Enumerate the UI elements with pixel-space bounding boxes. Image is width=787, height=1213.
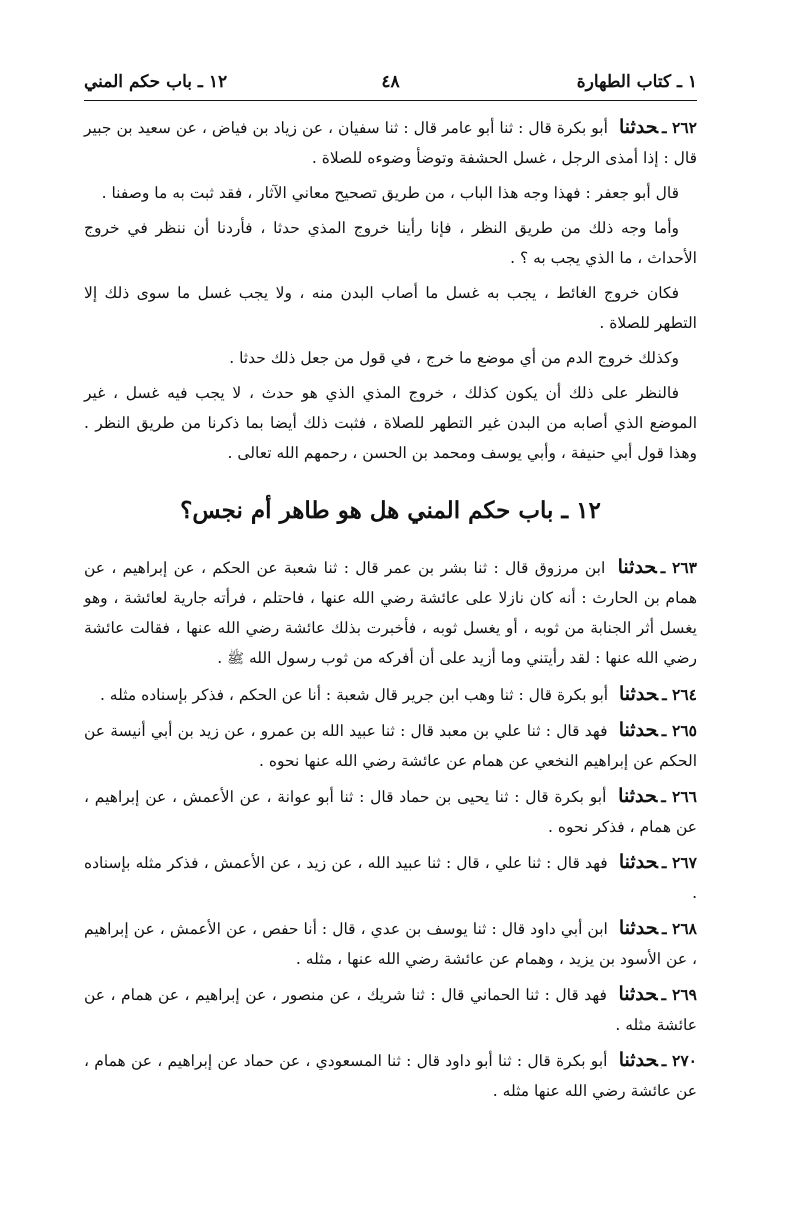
hadith-number: ٢٦٩ ـ bbox=[661, 985, 697, 1004]
hadith-262 bbox=[84, 112, 697, 173]
hadith-number: ٢٦٤ ـ bbox=[662, 685, 697, 704]
hadith-number: ٢٦٥ ـ bbox=[661, 721, 697, 740]
hadith-text: ابن مرزوق قال : ثنا بشر بن عمر قال : ثنا شعبة عن الحكم ، عن إبراهيم ، عن همام بن الحارث : أنه كان نازلا على عائشة رضي الله عنها ، فاحتلم ، فرأته جارية لعائشة ، وهو يغسل أثر الجنابة من ثوبه ، أو يغسل ثوبه ، فأخبرت بذلك عائشة رضي الله عنها ، فقالت عائشة رضي الله عنها : لقد رأيتني وما أزيد على أن أفركه من ثوب رسول الله bbox=[84, 559, 697, 667]
hadith-text: أبو بكرة قال : ثنا يحيى بن حماد قال : ثنا أبو عوانة ، عن الأعمش ، عن إبراهيم ، عن همام ، فذكر نحوه . bbox=[84, 788, 697, 836]
hadith-keyword: حدثنا bbox=[618, 983, 658, 1005]
header-chapter-title: ١٢ ـ باب حكم المني bbox=[84, 72, 228, 92]
hadith-text: أبو بكرة قال : ثنا وهب ابن جرير قال شعبة : أنا عن الحكم ، فذكر بإسناده مثله . bbox=[99, 686, 609, 704]
salutation-glyph: ﷺ bbox=[227, 651, 245, 667]
hadith-keyword: حدثنا bbox=[618, 116, 658, 138]
hadith-text: فهد قال : ثنا علي بن معبد قال : ثنا عبيد الله بن عمرو ، عن زيد بن أبي أنيسة عن الحكم عن إبراهيم النخعي عن همام عن عائشة رضي الله عنها نحوه . bbox=[84, 722, 697, 770]
hadith-number: ٢٦٨ ـ bbox=[661, 919, 698, 938]
hadith-text: أبو بكرة قال : ثنا أبو عامر قال : ثنا سفيان ، عن زياد بن فياض ، عن سعيد بن جبير قال : إذا أمذى الرجل ، غسل الحشفة وتوضأ وضوءه للصلاة . bbox=[84, 119, 697, 167]
running-header bbox=[84, 66, 697, 101]
discussion-paragraph: فالنظر على ذلك أن يكون كذلك ، خروج المذي الذي هو حدث ، لا يجب فيه غسل ، غير الموضع الذي أصابه من البدن غير التطهر للصلاة ، فثبت ذلك أيضا بما ذكرنا من طريق النظر . وهذا قول أبي حنيفة ، وأبي يوسف ومحمد بن الحسن ، رحمهم الله تعالى . bbox=[84, 384, 697, 462]
hadith-263: ٢٦٣ ـحدثنا ابن مرزوق قال : ثنا بشر بن عمر قال : ثنا شعبة عن الحكم ، عن إبراهيم ، عن همام بن الحارث : أنه كان نازلا على عائشة رضي الله عنها ، فاحتلم ، فرأته جارية لعائشة ، وهو يغسل أثر الجنابة من ثوبه ، أو يغسل ثوبه ، فأخبرت بذلك عائشة رضي الله عنها ، فقالت عائشة رضي الله عنها : لقد رأيتني وما أزيد على أن أفركه من ثوب رسول الله ﷺ . bbox=[84, 556, 698, 667]
hadith-270 bbox=[84, 1045, 697, 1106]
hadith-keyword: حدثنا bbox=[618, 785, 658, 807]
hadith-number: ٢٦٢ ـ bbox=[662, 118, 697, 137]
hadith-keyword: حدثنا bbox=[618, 917, 658, 939]
hadith-keyword: حدثنا bbox=[618, 719, 658, 741]
discussion-paragraph: وأما وجه ذلك من طريق النظر ، فإنا رأينا خروج المذي حدثا ، فأردنا أن ننظر في خروج الأحداث ، ما الذي يجب به ؟ . bbox=[84, 219, 697, 267]
discussion-paragraph: فكان خروج الغائط ، يجب به غسل ما أصاب البدن منه ، ولا يجب غسل ما سوى ذلك إلا التطهر للصلاة . bbox=[84, 284, 697, 332]
hadith-number: ٢٦٦ ـ bbox=[661, 787, 698, 806]
hadith-text: فهد قال : ثنا الحماني قال : ثنا شريك ، عن منصور ، عن إبراهيم ، عن همام ، عن عائشة مثله . bbox=[84, 986, 697, 1034]
hadith-number: ٢٧٠ ـ bbox=[661, 1051, 697, 1070]
hadith-text: أبو بكرة قال : ثنا أبو داود قال : ثنا المسعودي ، عن حماد عن إبراهيم ، عن همام ، عن عائشة رضي الله عنها مثله . bbox=[84, 1052, 697, 1100]
header-book-title: ١ ـ كتاب الطهارة bbox=[576, 72, 697, 92]
discussion-paragraph: قال أبو جعفر : فهذا وجه هذا الباب ، من طريق تصحيح معاني الآثار ، فقد ثبت به ما وصفنا . bbox=[101, 184, 679, 202]
hadith-keyword: حدثنا bbox=[618, 1049, 658, 1071]
hadith-268 bbox=[84, 913, 697, 974]
hadith-keyword: حدثنا bbox=[617, 556, 657, 578]
header-page-number: ٤٨ bbox=[381, 72, 400, 92]
hadith-269 bbox=[84, 979, 697, 1040]
hadith-264 bbox=[84, 679, 697, 710]
hadith-text: ابن أبي داود قال : ثنا يوسف بن عدي ، قال : أنا حفص ، عن الأعمش ، عن إبراهيم ، عن الأسود بن يزيد ، وهمام عن عائشة رضي الله عنها ، مثله . bbox=[84, 920, 697, 968]
hadith-number: ٢٦٣ ـ bbox=[660, 558, 698, 577]
discussion-paragraph: وكذلك خروج الدم من أي موضع ما خرج ، في قول من جعل ذلك حدثا . bbox=[229, 349, 679, 367]
hadith-266 bbox=[84, 781, 697, 842]
chapter-heading: ١٢ ـ باب حكم المني هل هو طاهر أم نجس؟ bbox=[180, 497, 601, 524]
hadith-text: فهد قال : ثنا علي ، قال : ثنا عبيد الله ، عن زيد ، عن الأعمش ، فذكر مثله بإسناده . bbox=[84, 854, 697, 902]
hadith-number: ٢٦٧ ـ bbox=[661, 853, 698, 872]
hadith-267 bbox=[84, 847, 697, 908]
hadith-keyword: حدثنا bbox=[619, 683, 659, 705]
hadith-265 bbox=[84, 715, 697, 776]
hadith-keyword: حدثنا bbox=[618, 851, 658, 873]
page-body bbox=[84, 112, 697, 1111]
